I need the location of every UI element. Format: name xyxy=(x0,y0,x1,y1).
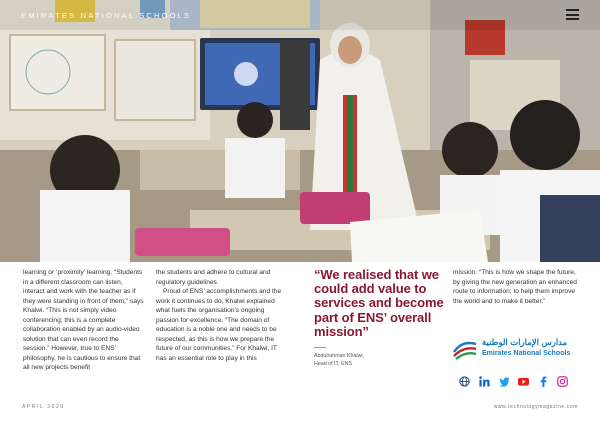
column1-paragraph: learning or ‘proximity’ learning. “Students in a different classroom can listen, interact and work with the teacher as if they were standing in front of them,” says Khalwi. “This is not simply video conferencing; this is a complete collaboration enabled by an audio-video solution that can even record the session.” However, true to ENS’ philosophy, he is cautious to ensure that all new projects benefit xyxy=(23,269,144,372)
quote-author-name: Abdulrahman Khalwi, xyxy=(314,353,365,359)
article-column-2 xyxy=(156,268,286,363)
footer-issue-date: APRIL 2020 xyxy=(22,404,65,410)
header-bar xyxy=(0,0,600,30)
column2-paragraph-2: Proud of ENS’ accomplishments and the work it continues to do, Khalwi explained what fuels the organisation’s ongoing passion for excellence. “The domain of education is a noble one and needs to be respected, as this is how we prepare the future of our communities.” For Khalwi, IT has an essential role to play in this xyxy=(156,288,282,362)
hamburger-menu-icon[interactable] xyxy=(566,9,579,20)
column4-paragraph: mission. “This is how we shape the future, by giving the new generation an enhanced route to information; to help them improve the world and to make it better.” xyxy=(453,269,577,305)
article-column-1 xyxy=(23,268,145,373)
quote-author-title: Head of IT, ENS xyxy=(314,360,352,367)
quote-attribution xyxy=(314,353,364,368)
brand-label: EMIRATES NATIONAL SCHOOLS xyxy=(21,11,192,20)
youtube-icon[interactable] xyxy=(518,376,529,387)
logo-english-text: Emirates National Schools xyxy=(482,350,571,357)
article-column-4 xyxy=(453,268,577,306)
quote-divider xyxy=(314,347,326,348)
linkedin-icon[interactable] xyxy=(479,376,490,387)
column2-paragraph-1: the students and adhere to cultural and regulatory guidelines. xyxy=(156,269,271,286)
instagram-icon[interactable] xyxy=(557,376,568,387)
ens-logo-mark-icon xyxy=(452,338,478,360)
twitter-icon[interactable] xyxy=(499,376,510,387)
footer-website-link[interactable]: www.technologymagazine.com xyxy=(493,404,578,410)
facebook-icon[interactable] xyxy=(538,376,549,387)
logo-arabic-text: مدارس الإمارات الوطنية xyxy=(482,337,568,347)
ens-logo xyxy=(452,336,578,362)
pull-quote: “We realised that we could add value to services and become part of ENS’ overall mission” xyxy=(314,267,444,339)
globe-icon[interactable] xyxy=(459,376,470,387)
